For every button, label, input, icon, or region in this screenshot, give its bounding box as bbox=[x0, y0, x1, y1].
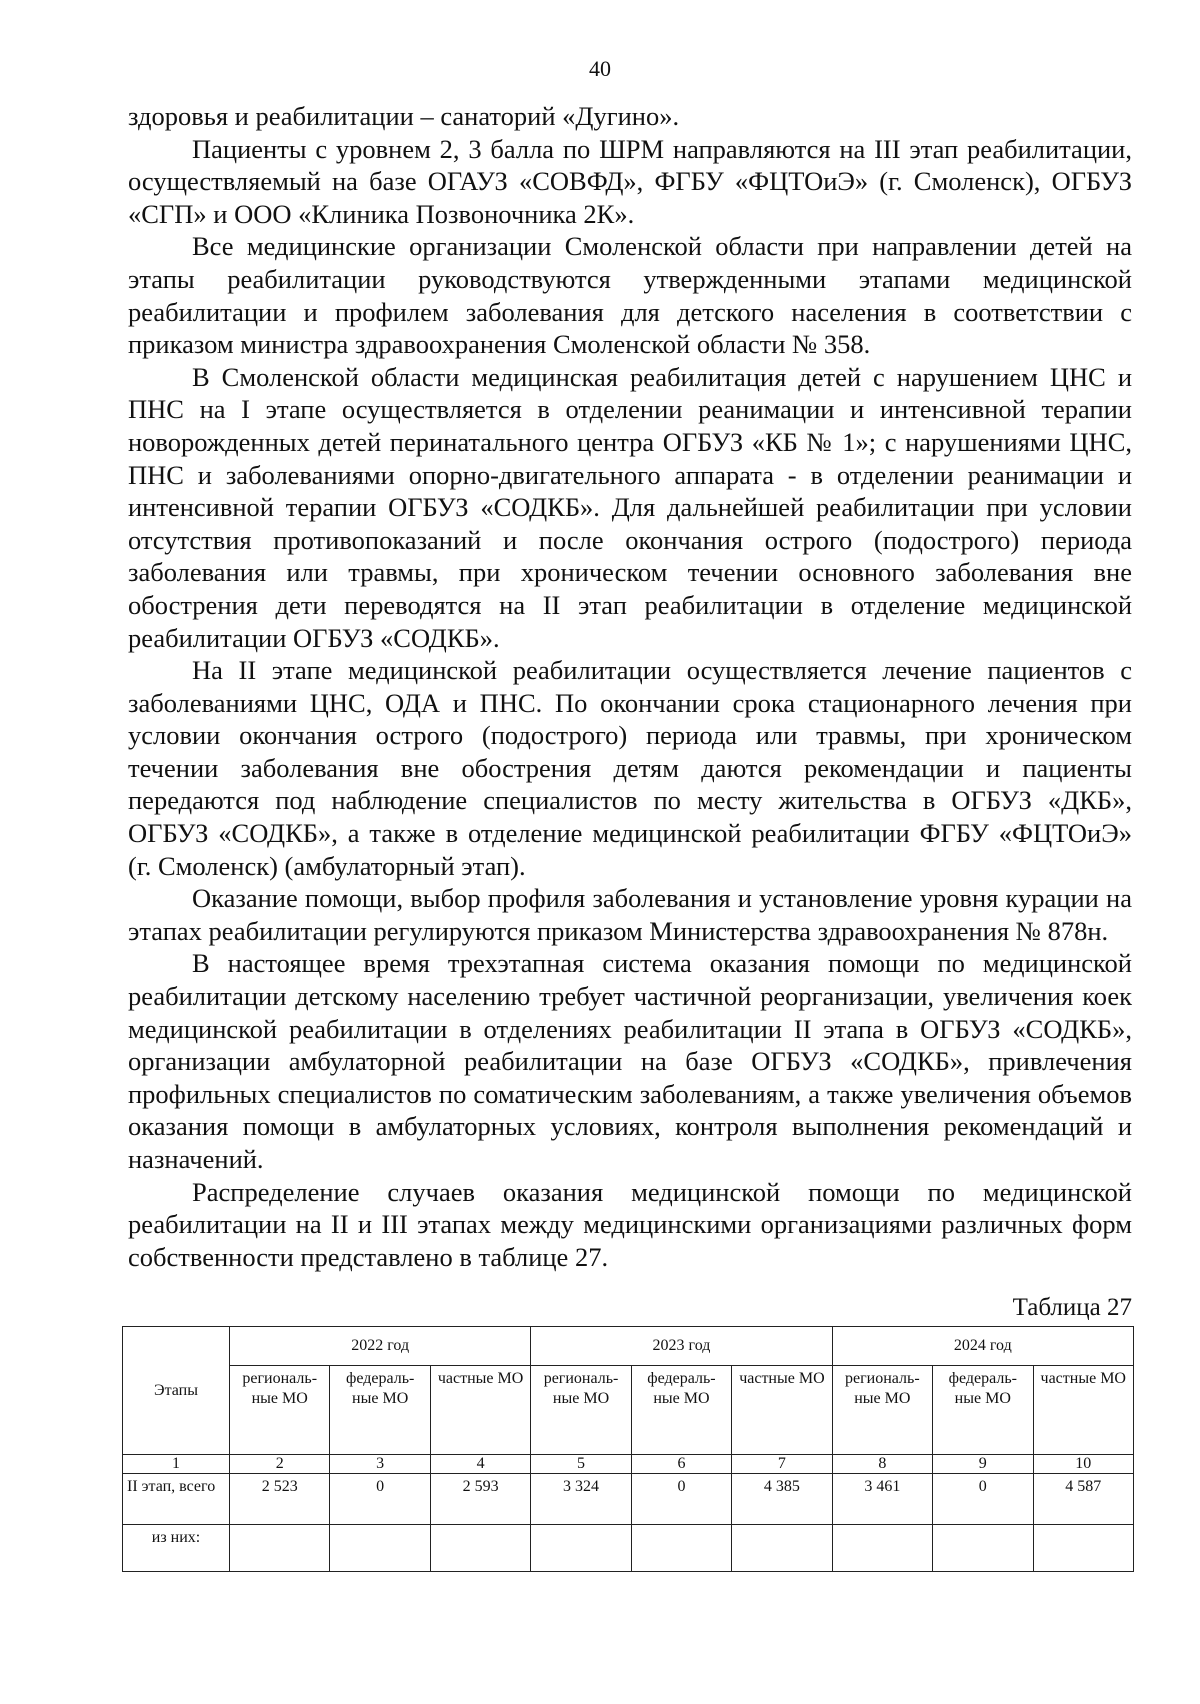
paragraph: Все медицинские организации Смоленской области при направлении детей на этапы реабилитации руководствуются утвержденными этапами медицинской реабилитации и профилем заболевания для детского населения в соответствии с приказом министра здравоохранения Смоленской области № 358. bbox=[128, 231, 1132, 360]
paragraph: В Смоленской области медицинская реабилитация детей с нарушением ЦНС и ПНС на I этапе осуществляется в отделении реанимации и интенсивной терапии новорожденных детей перинатального центра ОГБУЗ «КБ № 1»; с нарушениями ЦНС, ПНС и заболеваниями опорно-двигательного аппарата - в отделении реанимации и интенсивной терапии ОГБУЗ «СОДКБ». Для дальнейшей реабилитации при условии отсутствия противопоказаний и после окончания острого (подострого) периода заболевания или травмы, при хроническом течении основного заболевания вне обострения дети переводятся на II этап реабилитации в отделение медицинской реабилитации ОГБУЗ «СОДКБ». bbox=[128, 361, 1132, 653]
table-subheader-row bbox=[123, 1366, 1134, 1455]
table-cell bbox=[832, 1525, 932, 1572]
table-header-row bbox=[123, 1327, 1134, 1366]
column-number: 1 bbox=[123, 1455, 230, 1474]
table-caption: Таблица 27 bbox=[1012, 1294, 1132, 1321]
table-cell: 2 523 bbox=[230, 1474, 330, 1525]
column-number-row bbox=[123, 1455, 1134, 1474]
rehabilitation-table bbox=[122, 1326, 1134, 1572]
table-cell: 3 324 bbox=[531, 1474, 631, 1525]
page-number: 40 bbox=[589, 56, 611, 81]
column-number: 5 bbox=[531, 1455, 631, 1474]
subheader-regional: региональ-ные МО bbox=[531, 1366, 631, 1455]
subheader-private: частные МО bbox=[732, 1366, 832, 1455]
subheader-private: частные МО bbox=[1033, 1366, 1134, 1455]
column-number: 7 bbox=[732, 1455, 832, 1474]
subheader-federal: федераль-ные МО bbox=[330, 1366, 430, 1455]
table-cell bbox=[1033, 1525, 1134, 1572]
column-number: 6 bbox=[631, 1455, 731, 1474]
table-cell bbox=[732, 1525, 832, 1572]
row-label: из них: bbox=[123, 1525, 230, 1572]
year-header: 2022 год bbox=[230, 1327, 531, 1366]
stage-header: Этапы bbox=[123, 1327, 230, 1455]
document-body bbox=[128, 100, 1132, 1273]
table-cell bbox=[430, 1525, 530, 1572]
table-cell: 0 bbox=[330, 1474, 430, 1525]
column-number: 3 bbox=[330, 1455, 430, 1474]
paragraph: Распределение случаев оказания медицинской помощи по медицинской реабилитации на II и III этапах между медицинскими организациями различных форм собственности представлено в таблице 27. bbox=[128, 1176, 1132, 1272]
table-cell: 0 bbox=[933, 1474, 1033, 1525]
subheader-federal: федераль-ные МО bbox=[933, 1366, 1033, 1455]
year-header: 2024 год bbox=[832, 1327, 1133, 1366]
table-cell: 4 587 bbox=[1033, 1474, 1134, 1525]
paragraph: На II этапе медицинской реабилитации осуществляется лечение пациентов с заболеваниями ЦНС, ОДА и ПНС. По окончании срока стационарного лечения при условии окончания острого (подострого) периода или травмы, при хроническом течении заболевания вне обострения детям даются рекомендации и пациенты передаются под наблюдение специалистов по месту жительства в ОГБУЗ «ДКБ», ОГБУЗ «СОДКБ», а также в отделение медицинской реабилитации ФГБУ «ФЦТОиЭ» (г. Смоленск) (амбулаторный этап). bbox=[128, 655, 1132, 881]
table-cell: 0 bbox=[631, 1474, 731, 1525]
paragraph: здоровья и реабилитации – санаторий «Дугино». bbox=[128, 101, 680, 131]
column-number: 10 bbox=[1033, 1455, 1134, 1474]
paragraph: Пациенты с уровнем 2, 3 балла по ШРМ направляются на III этап реабилитации, осуществляемый на базе ОГАУЗ «СОВФД», ФГБУ «ФЦТОиЭ» (г. Смоленск), ОГБУЗ «СГП» и ООО «Клиника Позвоночника 2К». bbox=[128, 133, 1132, 229]
paragraph: Оказание помощи, выбор профиля заболевания и установление уровня курации на этапах реабилитации регулируются приказом Министерства здравоохранения № 878н. bbox=[128, 883, 1132, 946]
subheader-regional: региональ-ные МО bbox=[230, 1366, 330, 1455]
table-cell bbox=[933, 1525, 1033, 1572]
column-number: 4 bbox=[430, 1455, 530, 1474]
table-row bbox=[123, 1525, 1134, 1572]
table-cell bbox=[531, 1525, 631, 1572]
table-cell: 2 593 bbox=[430, 1474, 530, 1525]
year-header: 2023 год bbox=[531, 1327, 832, 1366]
subheader-regional: региональ-ные МО bbox=[832, 1366, 932, 1455]
subheader-private: частные МО bbox=[430, 1366, 530, 1455]
subheader-federal: федераль-ные МО bbox=[631, 1366, 731, 1455]
table-cell bbox=[230, 1525, 330, 1572]
column-number: 2 bbox=[230, 1455, 330, 1474]
column-number: 8 bbox=[832, 1455, 932, 1474]
table-row bbox=[123, 1474, 1134, 1525]
table-cell: 4 385 bbox=[732, 1474, 832, 1525]
row-label: II этап, всего bbox=[123, 1474, 230, 1525]
table-cell bbox=[330, 1525, 430, 1572]
table-cell bbox=[631, 1525, 731, 1572]
paragraph: В настоящее время трехэтапная система оказания помощи по медицинской реабилитации детскому населению требует частичной реорганизации, увеличения коек медицинской реабилитации в отделениях реабилитации II этапа в ОГБУЗ «СОДКБ», организации амбулаторной реабилитации на базе ОГБУЗ «СОДКБ», привлечения профильных специалистов по соматическим заболеваниям, а также увеличения объемов оказания помощи в амбулаторных условиях, контроля выполнения рекомендаций и назначений. bbox=[128, 948, 1132, 1174]
column-number: 9 bbox=[933, 1455, 1033, 1474]
table-cell: 3 461 bbox=[832, 1474, 932, 1525]
